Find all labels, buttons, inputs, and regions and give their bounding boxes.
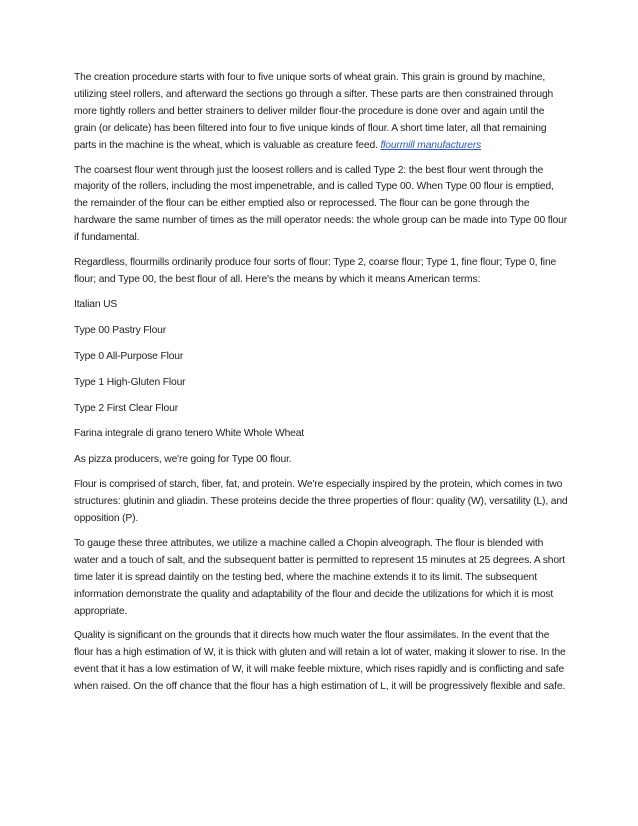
list-item: Type 1 High-Gluten Flour: [74, 376, 186, 388]
paragraph-process: [74, 70, 568, 155]
paragraph-pizza: As pizza producers, we're going for Type 00 flour.: [74, 454, 292, 466]
paragraph-text: The creation procedure starts with four to five unique sorts of wheat grain. This grain is ground by machine, utilizing steel rollers, and afterward the sections go through a sifter. These parts are then constrained through more tightly rollers and better strainers to deliver milder flour-the procedure is done over and again until the grain (or delicate) has been filtered into four to five unique kinds of flour. A short time later, all that remaining parts in the machine is the wheat, which is valuable as creature feed.: [74, 72, 554, 151]
paragraph-quality: Quality is significant on the grounds that it directs how much water the flour assimilates. In the event that the flour has a high estimation of W, it is thick with gluten and will retain a lot of water, making it slower to rise. In the event that it has a low estimation of W, it will make feeble mixture, which rises rapidly and is conflicting and safe when raised. On the off chance that the flour has a high estimation of L, it will be progressively flexible and safe.: [74, 630, 566, 693]
list-item: Type 0 All-Purpose Flour: [74, 350, 184, 362]
document-page: [74, 70, 568, 704]
list-header: Italian US: [74, 298, 118, 310]
paragraph-alveograph: To gauge these three attributes, we utilize a machine called a Chopin alveograph. The flour is blended with water and a touch of salt, and the subsequent batter is permitted to represent 15 minutes at 25 degrees. A short time later it is spread daintily on the testing bed, where the machine extends it to its limit. The subsequent information demonstrate the quality and adaptability of the flour and decide the utilizations for which it is most appropriate.: [74, 537, 565, 617]
paragraph-four-sorts: Regardless, flourmills ordinarily produce four sorts of flour: Type 2, coarse flour; Type 1, fine flour; Type 0, fine flour; and Type 00, the best flour of all. Here's the means by which it means American terms:: [74, 257, 557, 285]
list-item: Type 00 Pastry Flour: [74, 324, 166, 336]
paragraph-flour-types: The coarsest flour went through just the loosest rollers and is called Type 2: the best flour went through the majority of the rollers, including the most impenetrable, and is called Type 00. When Type 00 flour is emptied, the remainder of the flour can be either emptied also or reprocessed. The flour can be gone through the hardware the same number of times as the mill operator needs: the whole group can be made into Type 00 flour if fundamental.: [74, 164, 568, 244]
flourmill-manufacturers-link[interactable]: flourmill manufacturers: [380, 139, 482, 151]
paragraph-composition: Flour is comprised of starch, fiber, fat, and protein. We're especially inspired by the protein, which comes in two structures: glutinin and gliadin. These proteins decide the three properties of flour: quality (W), versatility (L), and opposition (P).: [74, 479, 568, 525]
list-item: Farina integrale di grano tenero White Whole Wheat: [74, 428, 305, 440]
list-item: Type 2 First Clear Flour: [74, 402, 178, 414]
